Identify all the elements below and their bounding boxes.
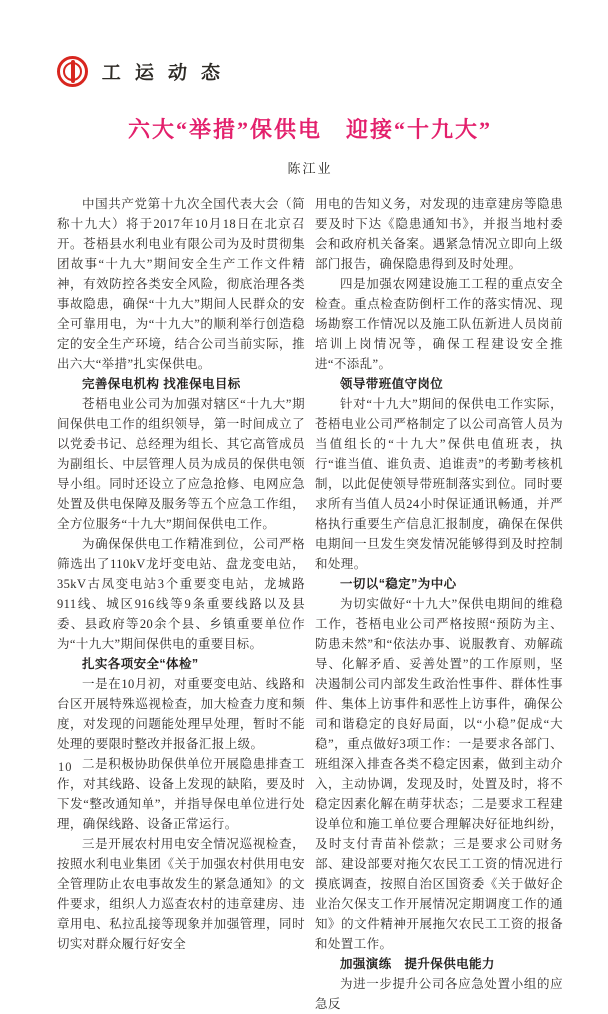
- body-paragraph: 一是在10月初，对重要变电站、线路和台区开展特殊巡视检查，加大检查力度和频度，对发现的问题能处理早处理，暂时不能处理的要限时整改并报备汇报上级。: [57, 677, 305, 751]
- column-left: [57, 194, 305, 1014]
- body-paragraph: 用电的告知义务，对发现的违章建房等隐患要及时下达《隐患通知书》，并报当地村委会和政府机关备案。遇紧急情况立即向上级部门报告，确保隐患得到及时处理。: [315, 197, 563, 271]
- emblem-center-bar: [71, 60, 75, 83]
- body-paragraph: 针对“十九大”期间的保供电工作实际，苍梧电业公司严格制定了以公司高管人员为当值组长的“十九大”保供电值班表，执行“谁当值、谁负责、追谁责”的考勤考核机制，以此促使领导带班制落实到位。同时要求所有当值人员24小时保证通讯畅通，并严格执行重要生产信息汇报制度，确保在保供电期间一旦发生突发情况能够得到及时控制和处理。: [315, 397, 563, 571]
- body-paragraph: 为确保保供电工作精准到位，公司严格筛选出了110kV龙圩变电站、盘龙变电站，35kV古凤变电站3个重要变电站，龙城路911线、城区916线等9条重要线路以及县委、县政府等20余个县、乡镇重要单位作为“十九大”期间保供电的重要目标。: [57, 537, 305, 651]
- column-brand-title: 工运动态: [101, 62, 235, 84]
- article-title: 六大“举措”保供电 迎接“十九大”: [127, 117, 492, 142]
- article-author: 陈江业: [287, 161, 333, 176]
- section-heading: 领导带班值守岗位: [340, 377, 444, 391]
- body-paragraph: 四是加强农网建设施工工程的重点安全检查。重点检查防倒杆工作的落实情况、现场勘察工作情况以及施工队伍新进人员岗前培训上岗情况等，确保工程建设安全推进“不添乱”。: [315, 277, 563, 371]
- trade-union-emblem-icon: [57, 56, 88, 87]
- body-paragraph: 中国共产党第十九次全国代表大会（简称十九大）将于2017年10月18日在北京召开。苍梧县水利电业有限公司为及时贯彻集团故事“十九大”期间安全生产工作文件精神，有效防控各类安全风险，彻底治理各类事故隐患，确保“十九大”期间人民群众的安全可靠用电，为“十九大”的顺利举行创造稳定的安全生产环境，结合公司当前实际，推出六大“举措”扎实保供电。: [57, 197, 305, 371]
- body-paragraph: 三是开展农村用电安全情况巡视检查，按照水利电业集团《关于加强农村供用电安全管理防止农电事故发生的紧急通知》的文件要求，组织人力巡查农村的违章建房、违章用电、私拉乱接等现象并加强管理，同时切实对群众履行好安全: [57, 837, 305, 951]
- section-heading: 完善保电机构 找准保电目标: [82, 377, 241, 391]
- body-paragraph: 为进一步提升公司各应急处置小组的应急反: [315, 977, 563, 1011]
- page-number: 10: [58, 760, 73, 774]
- body-paragraph: 苍梧电业公司为加强对辖区“十九大”期间保供电工作的组织领导，第一时间成立了以党委书记、总经理为组长、其它高管成员为副组长、中层管理人员为成员的保供电领导小组。同时还设立了应急抢修、电网应急处置及供电保障及服务等五个应急工作组，全方位服务“十九大”期间保供电工作。: [57, 397, 305, 531]
- masthead: [57, 54, 563, 88]
- section-heading: 扎实各项安全“体检”: [82, 657, 199, 671]
- column-right: [315, 194, 563, 1014]
- body-paragraph: 二是积极协助保供单位开展隐患排查工作，对其线路、设备上发现的缺陷，要及时下发“整改通知单”，并指导保电单位进行处理，确保线路、设备正常运行。: [57, 757, 305, 831]
- section-heading: 一切以“稳定”为中心: [340, 577, 457, 591]
- section-heading: 加强演练 提升保供电能力: [340, 957, 495, 971]
- body-paragraph: 为切实做好“十九大”保供电期间的维稳工作，苍梧电业公司严格按照“预防为主、防患未然”和“依法办事、说服教育、劝解疏导、化解矛盾、妥善处置”的工作原则，坚决遏制公司内部发生政治性事件、群体性事件、集体上访事件和恶性上访事件，确保公司和谐稳定的良好局面，以“小稳”促成“大稳”，重点做好3项工作：一是要求各部门、班组深入排查各类不稳定因素，做到主动介入，主动协调，发现及时，处置及时，将不稳定因素化解在萌芽状态；二是要求工程建设单位和施工单位要合理解决好征地纠纷，及时支付青苗补偿款；三是要求公司财务部、建设部要对拖欠农民工工资的情况进行摸底调查，按照自治区国资委《关于做好企业治欠保支工作开展情况定期调度工作的通知》的文件精神开展拖欠农民工工资的报备和处置工作。: [315, 597, 563, 951]
- article-body: [57, 194, 563, 1014]
